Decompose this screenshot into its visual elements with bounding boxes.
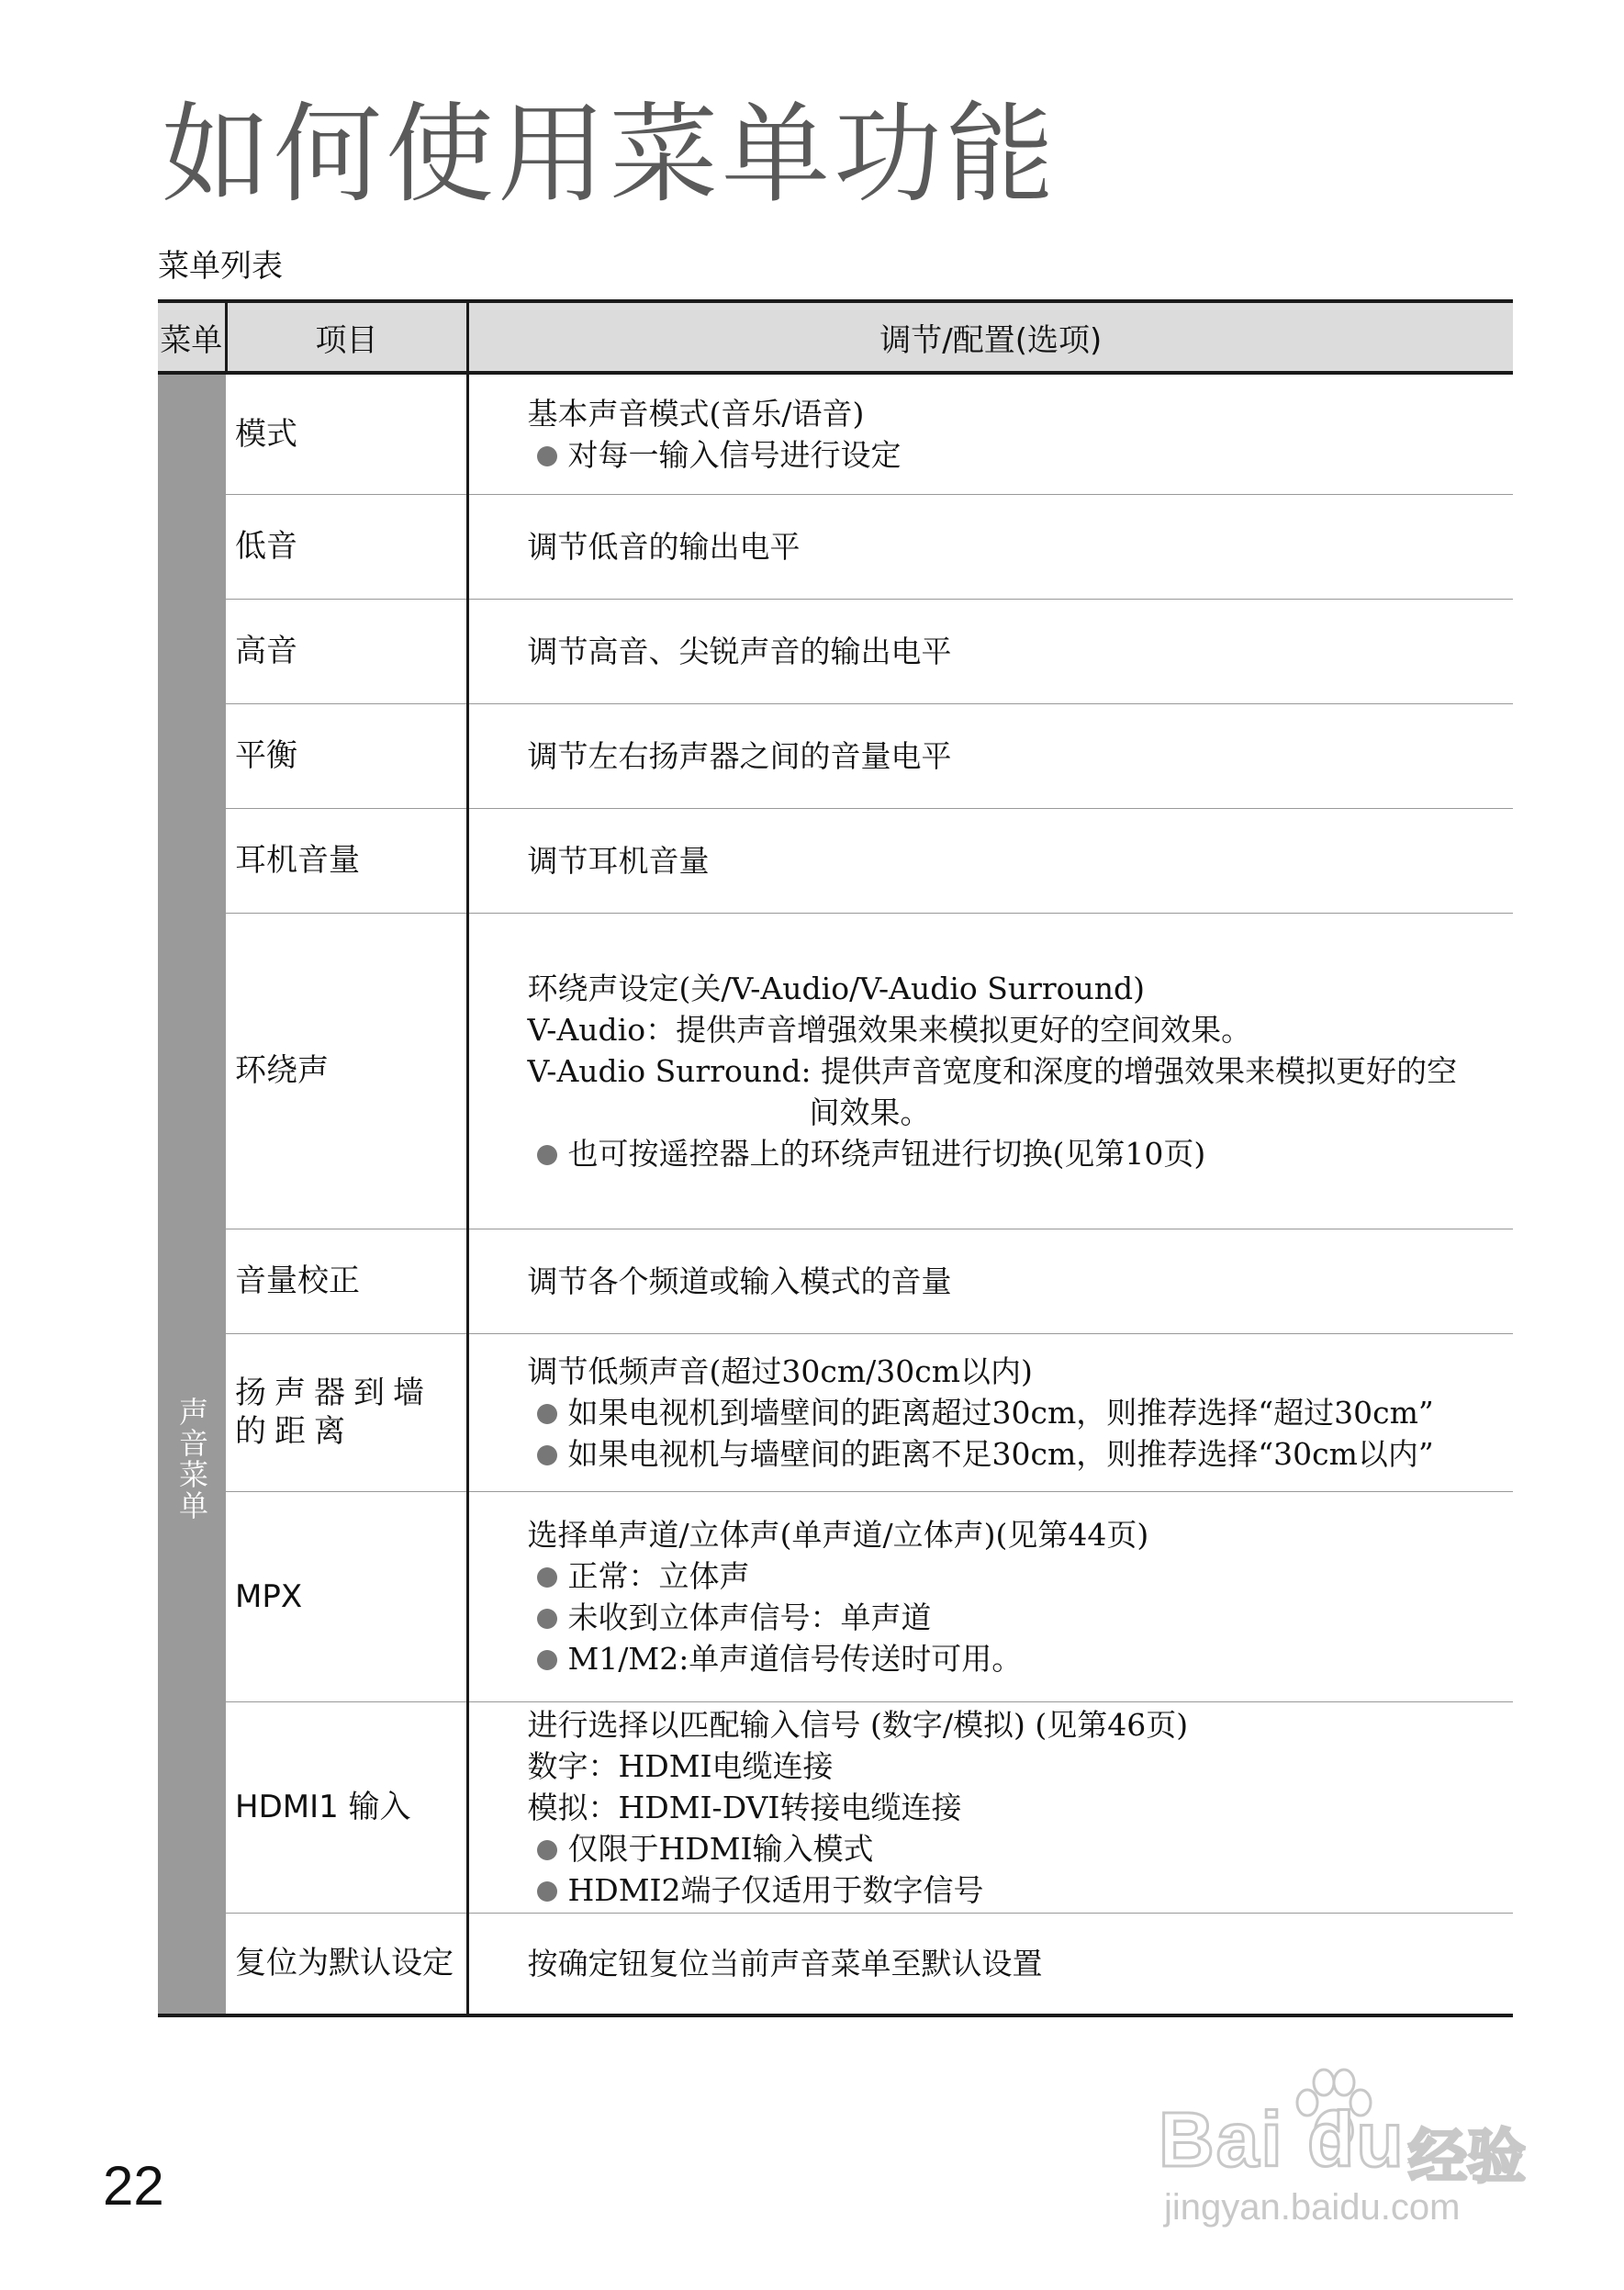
desc-line (528, 526, 1501, 567)
watermark-logo-text: Bai du (1159, 2096, 1406, 2183)
bullet-icon (537, 446, 557, 466)
table-row (158, 599, 1513, 703)
table-row (158, 808, 1513, 913)
desc-cell (467, 494, 1513, 599)
desc-text: 按确定钮复位当前声音菜单至默认设置 (527, 1945, 1043, 1981)
desc-text: 如果电视机到墙壁间的距离超过30cm，则推荐选择“超过30cm” (567, 1394, 1434, 1431)
item-cell: 高音 (226, 599, 467, 703)
table-row (158, 494, 1513, 599)
item-cell: 低音 (226, 494, 467, 599)
page-title: 如何使用菜单功能 (162, 91, 1058, 218)
table-header-row (158, 301, 1513, 373)
bullet-line (528, 1433, 1501, 1475)
bullet-line (528, 1392, 1501, 1433)
desc-cell (467, 1913, 1513, 2015)
item-cell: 音量校正 (226, 1229, 467, 1333)
page-number: 22 (103, 2155, 164, 2217)
desc-line (528, 1261, 1501, 1302)
desc-line (528, 393, 1501, 434)
item-cell: HDMI1 输入 (226, 1701, 467, 1913)
desc-text: 间效果。 (809, 1094, 931, 1130)
desc-line (528, 735, 1501, 777)
table-row (158, 1913, 1513, 2015)
desc-text: 也可按遥控器上的环绕声钮进行切换(见第10页) (567, 1135, 1206, 1172)
desc-text: 环绕声设定(关/V-Audio/V-Audio Surround) (527, 970, 1146, 1006)
desc-text: M1/M2:单声道信号传送时可用。 (567, 1640, 1023, 1677)
desc-line (528, 1746, 1501, 1787)
desc-cell (467, 1491, 1513, 1701)
desc-text: 调节高音、尖锐声音的输出电平 (527, 633, 952, 669)
desc-text: HDMI2端子仅适用于数字信号 (567, 1871, 984, 1908)
desc-line (528, 1351, 1501, 1392)
desc-text: 选择单声道/立体声(单声道/立体声)(见第44页) (527, 1516, 1149, 1553)
bullet-icon (537, 1445, 557, 1465)
table-row (158, 1701, 1513, 1913)
desc-cell (467, 1701, 1513, 1913)
desc-line (528, 968, 1501, 1009)
desc-text: 调节左右扬声器之间的音量电平 (527, 737, 952, 774)
item-cell: 耳机音量 (226, 808, 467, 913)
desc-line (528, 840, 1501, 881)
bullet-line (528, 1638, 1501, 1679)
item-cell: 扬声器到墙的距离 (226, 1333, 467, 1491)
desc-line (528, 631, 1501, 672)
sound-menu-label: 声音菜单 (174, 1396, 209, 1521)
desc-cell (467, 808, 1513, 913)
desc-text: 调节低音的输出电平 (527, 528, 801, 565)
desc-text: 未收到立体声信号：单声道 (567, 1599, 932, 1635)
desc-text: 如果电视机与墙壁间的距离不足30cm，则推荐选择“30cm以内” (567, 1435, 1434, 1472)
header-desc: 调节/配置(选项) (467, 301, 1513, 373)
item-cell: 平衡 (226, 703, 467, 808)
desc-line (528, 1514, 1501, 1555)
bullet-line (528, 1597, 1501, 1638)
desc-text: 调节各个频道或输入模式的音量 (527, 1263, 952, 1299)
bullet-icon (537, 1840, 557, 1860)
desc-text: 正常：立体声 (567, 1557, 750, 1594)
desc-text: 仅限于HDMI输入模式 (567, 1830, 874, 1867)
desc-text: 对每一输入信号进行设定 (567, 436, 902, 473)
item-cell: MPX (226, 1491, 467, 1701)
bullet-line (528, 434, 1501, 476)
desc-line (528, 1943, 1501, 1984)
desc-line (528, 1050, 1501, 1092)
item-cell: 环绕声 (226, 913, 467, 1229)
section-subtitle: 菜单列表 (158, 248, 283, 285)
menu-table (158, 299, 1513, 2017)
table-row (158, 913, 1513, 1229)
desc-cell (467, 913, 1513, 1229)
table-row (158, 1491, 1513, 1701)
desc-cell (467, 1229, 1513, 1333)
watermark-url: jingyan.baidu.com (1164, 2187, 1461, 2228)
desc-cell (467, 1333, 1513, 1491)
desc-line (528, 1009, 1501, 1050)
bullet-icon (537, 1650, 557, 1670)
desc-text: 进行选择以匹配输入信号 (数字/模拟) (见第46页) (527, 1706, 1189, 1743)
table-row (158, 703, 1513, 808)
bullet-icon (537, 1404, 557, 1424)
bullet-icon (537, 1609, 557, 1629)
bullet-line (528, 1828, 1501, 1869)
sound-menu-sidebar (158, 373, 226, 2015)
bullet-icon (537, 1881, 557, 1902)
table-row (158, 1333, 1513, 1491)
desc-text: V-Audio Surround: 提供声音宽度和深度的增强效果来模拟更好的空 (527, 1052, 1458, 1089)
desc-line (528, 1092, 1501, 1133)
desc-text: 调节耳机音量 (527, 842, 710, 879)
bullet-icon (537, 1567, 557, 1588)
desc-text: V-Audio：提供声音增强效果来模拟更好的空间效果。 (527, 1011, 1252, 1048)
baidu-jingyan-watermark (1159, 2068, 1544, 2233)
desc-text: 模拟：HDMI-DVI转接电缆连接 (527, 1789, 962, 1825)
table-row (158, 1229, 1513, 1333)
bullet-line (528, 1869, 1501, 1911)
desc-text: 数字：HDMI电缆连接 (527, 1747, 834, 1784)
desc-text: 基本声音模式(音乐/语音) (527, 395, 865, 432)
desc-cell (467, 599, 1513, 703)
watermark-jingyan-text: 经验 (1408, 2124, 1526, 2192)
header-menu: 菜单 (158, 301, 226, 373)
desc-text: 调节低频声音(超过30cm/30cm以内) (527, 1353, 1033, 1389)
desc-cell (467, 703, 1513, 808)
desc-line (528, 1704, 1501, 1746)
bullet-line (528, 1133, 1501, 1174)
table-row (158, 373, 1513, 494)
desc-cell (467, 373, 1513, 494)
header-item: 项目 (226, 301, 467, 373)
bullet-icon (537, 1145, 557, 1165)
bullet-line (528, 1555, 1501, 1597)
item-cell: 模式 (226, 373, 467, 494)
item-cell: 复位为默认设定 (226, 1913, 467, 2015)
desc-line (528, 1787, 1501, 1828)
